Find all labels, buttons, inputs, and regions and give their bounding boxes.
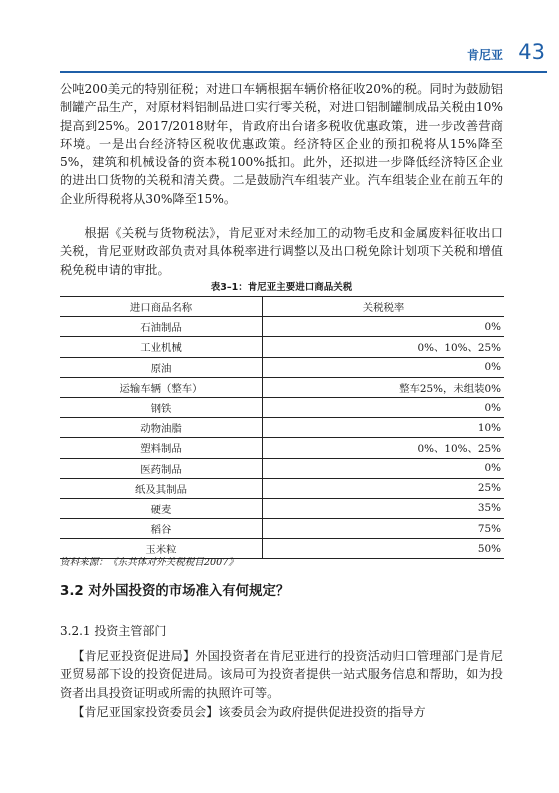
page-number: 43 [518, 40, 545, 64]
table-row [60, 418, 504, 438]
table-row [60, 397, 504, 417]
commodity-cell: 原油 [60, 357, 263, 377]
header-rate: 关税税率 [263, 297, 505, 317]
commodity-cell: 医药制品 [60, 458, 263, 478]
rate-cell: 0% [263, 397, 505, 417]
commodity-cell: 动物油脂 [60, 418, 263, 438]
paragraph-investment-committee: 【肯尼亚国家投资委员会】该委员会为政府提供促进投资的指导方 [72, 705, 426, 719]
rate-cell: 0% [263, 458, 505, 478]
commodity-cell: 塑料制品 [60, 438, 263, 458]
section-title: 3.2 对外国投资的市场准入有何规定？ [60, 584, 290, 599]
rate-cell: 0%、10%、25% [263, 337, 505, 357]
header-commodity: 进口商品名称 [60, 297, 263, 317]
running-header-country: 肯尼亚 [466, 48, 503, 62]
table-header-row [60, 297, 504, 317]
commodity-cell: 工业机械 [60, 337, 263, 357]
commodity-cell: 纸及其制品 [60, 478, 263, 498]
rate-cell: 25% [263, 478, 505, 498]
tariff-table [60, 296, 504, 559]
subsection-title: 3.2.1 投资主管部门 [60, 624, 167, 638]
paragraph-tax-policy: 公吨200美元的特别征税；对进口车辆根据车辆价格征收20%的税。同时为鼓励铝制罐产品生产，对原材料铝制品进口实行零关税，对进口铝制罐制成品关税由10%提高到25%。2017/2018财年，肯政府出台诸多税收优惠政策，进一步改善营商环境。一是出台经济特区税收优惠政策。经济特区企业的预扣税将从15%降至5%，建筑和机械设备的资本税100%抵扣。此外，还拟进一步降低经济特区企业的进出口货物的关税和清关费。二是鼓励汽车组装产业。汽车组装企业在前五年的企业所得税将从30%降至15%。 [60, 82, 503, 206]
rate-cell: 0% [263, 317, 505, 337]
rate-cell: 75% [263, 519, 505, 539]
rate-cell: 10% [263, 418, 505, 438]
table-row [60, 458, 504, 478]
rate-cell: 0% [263, 357, 505, 377]
commodity-cell: 石油制品 [60, 317, 263, 337]
commodity-cell: 玉米粒 [60, 539, 263, 559]
commodity-cell: 钢铁 [60, 397, 263, 417]
table-row [60, 478, 504, 498]
table-caption: 表3–1：肯尼亚主要进口商品关税 [210, 282, 353, 293]
commodity-cell: 稻谷 [60, 519, 263, 539]
commodity-cell: 运输车辆（整车） [60, 377, 263, 397]
rate-cell: 整车25%，未组装0% [263, 377, 505, 397]
commodity-cell: 硬麦 [60, 498, 263, 518]
table-row [60, 519, 504, 539]
table-row [60, 377, 504, 397]
page-header [0, 0, 559, 78]
header-rule [60, 71, 547, 73]
rate-cell: 0%、10%、25% [263, 438, 505, 458]
rate-cell: 50% [263, 539, 505, 559]
table-row [60, 317, 504, 337]
table-row [60, 498, 504, 518]
table-source: 资料来源：《东共体对外关税税目2007》 [60, 557, 238, 568]
table-row [60, 357, 504, 377]
paragraph-investment-authority: 【肯尼亚投资促进局】外国投资者在肯尼亚进行的投资活动归口管理部门是肯尼亚贸易部下设的投资促进局。该局可为投资者提供一站式服务信息和帮助，如为投资者出具投资证明或所需的执照许可等。 [60, 649, 503, 700]
table-row [60, 337, 504, 357]
rate-cell: 35% [263, 498, 505, 518]
table-row [60, 438, 504, 458]
paragraph-export-duty: 根据《关税与货物税法》，肯尼亚对未经加工的动物毛皮和金属废料征收出口关税，肯尼亚财政部负责对具体税率进行调整以及出口税免除计划项下关税和增值税免税申请的审批。 [60, 226, 503, 277]
